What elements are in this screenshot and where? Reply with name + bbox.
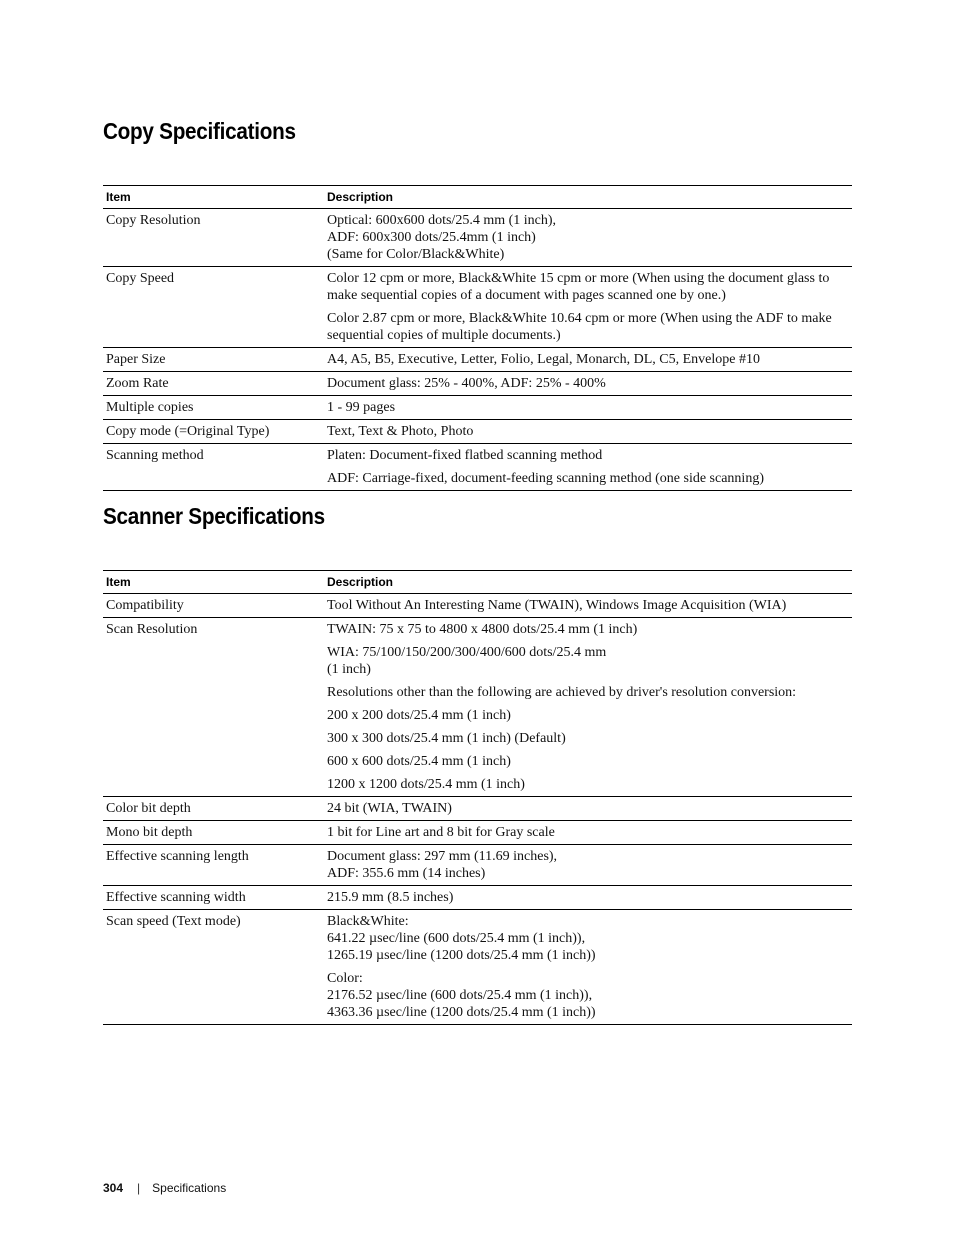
table-header-row xyxy=(103,186,852,209)
description-paragraph xyxy=(327,970,849,1021)
description-paragraph xyxy=(327,644,849,678)
row-item-label: Paper Size xyxy=(106,352,166,367)
row-description xyxy=(324,348,852,372)
description-line: Color 12 cpm or more, Black&White 15 cpm or more (When using the document glass to make sequential copies of a document with pages scanned one by one.) xyxy=(327,271,830,303)
row-item-label: Zoom Rate xyxy=(106,376,169,391)
table-row xyxy=(103,594,852,618)
description-line: Platen: Document-fixed flatbed scanning method xyxy=(327,448,603,463)
description-line: Color: xyxy=(327,971,363,986)
description-column-header: Description xyxy=(327,574,394,589)
description-line: 215.9 mm (8.5 inches) xyxy=(327,890,454,905)
row-description xyxy=(324,797,852,821)
description-line: 1200 x 1200 dots/25.4 mm (1 inch) xyxy=(327,777,525,792)
description-line: ADF: 355.6 mm (14 inches) xyxy=(327,866,486,881)
scanner-specifications-table xyxy=(103,570,852,1025)
description-paragraph xyxy=(327,470,849,487)
description-paragraph xyxy=(327,212,849,263)
footer-separator: | xyxy=(137,1181,141,1195)
table-row xyxy=(103,209,852,267)
row-item-label: Effective scanning width xyxy=(106,890,246,905)
copy-table-body xyxy=(103,209,852,491)
description-line: 300 x 300 dots/25.4 mm (1 inch) (Default) xyxy=(327,731,566,746)
table-row xyxy=(103,821,852,845)
copy-specifications-heading: Copy Specifications xyxy=(103,118,296,144)
description-line: Document glass: 25% - 400%, ADF: 25% - 400% xyxy=(327,376,606,391)
row-item-label: Scan Resolution xyxy=(106,622,198,637)
item-column-header: Item xyxy=(106,574,131,589)
table-row xyxy=(103,618,852,797)
description-line: 600 x 600 dots/25.4 mm (1 inch) xyxy=(327,754,511,769)
description-column-header: Description xyxy=(327,189,394,204)
row-description xyxy=(324,267,852,348)
description-paragraph xyxy=(327,707,849,724)
footer-section-title: Specifications xyxy=(152,1181,227,1195)
row-item-label: Scanning method xyxy=(106,448,204,463)
description-paragraph xyxy=(327,351,849,368)
description-paragraph xyxy=(327,730,849,747)
row-description xyxy=(324,618,852,797)
table-row xyxy=(103,886,852,910)
row-item-label: Color bit depth xyxy=(106,801,191,816)
description-paragraph xyxy=(327,913,849,964)
description-line: Color 2.87 cpm or more, Black&White 10.64 cpm or more (When using the ADF to make sequential copies of multiple documents.) xyxy=(327,311,832,343)
description-paragraph xyxy=(327,310,849,344)
description-paragraph xyxy=(327,684,849,701)
description-line: (1 inch) xyxy=(327,662,371,677)
description-line: Document glass: 297 mm (11.69 inches), xyxy=(327,849,558,864)
table-row xyxy=(103,372,852,396)
description-paragraph xyxy=(327,597,849,614)
description-paragraph xyxy=(327,423,849,440)
page-number: 304 xyxy=(103,1181,124,1195)
description-line: Black&White: xyxy=(327,914,409,929)
description-line: 1265.19 µsec/line (1200 dots/25.4 mm (1 inch)) xyxy=(327,948,596,963)
description-paragraph xyxy=(327,753,849,770)
description-paragraph xyxy=(327,621,849,638)
row-description xyxy=(324,444,852,491)
description-paragraph xyxy=(327,375,849,392)
description-line: ADF: Carriage-fixed, document-feeding scanning method (one side scanning) xyxy=(327,471,764,486)
table-row xyxy=(103,396,852,420)
row-item-label: Mono bit depth xyxy=(106,825,193,840)
description-paragraph xyxy=(327,270,849,304)
table-row xyxy=(103,420,852,444)
description-line: 1 bit for Line art and 8 bit for Gray scale xyxy=(327,825,555,840)
description-paragraph xyxy=(327,824,849,841)
copy-specifications-table xyxy=(103,185,852,491)
description-paragraph xyxy=(327,447,849,464)
description-line: A4, A5, B5, Executive, Letter, Folio, Legal, Monarch, DL, C5, Envelope #10 xyxy=(327,352,760,367)
table-row xyxy=(103,267,852,348)
description-line: 200 x 200 dots/25.4 mm (1 inch) xyxy=(327,708,511,723)
description-line: 641.22 µsec/line (600 dots/25.4 mm (1 inch)), xyxy=(327,931,586,946)
row-item-label: Copy mode (=Original Type) xyxy=(106,424,270,439)
description-line: 2176.52 µsec/line (600 dots/25.4 mm (1 inch)), xyxy=(327,988,593,1003)
row-description xyxy=(324,372,852,396)
row-item-label: Copy Resolution xyxy=(106,213,201,228)
table-row xyxy=(103,348,852,372)
description-line: Resolutions other than the following are achieved by driver's resolution conversion: xyxy=(327,685,797,700)
description-paragraph xyxy=(327,889,849,906)
description-line: Optical: 600x600 dots/25.4 mm (1 inch), xyxy=(327,213,557,228)
description-line: Tool Without An Interesting Name (TWAIN), Windows Image Acquisition (WIA) xyxy=(327,598,787,613)
description-paragraph xyxy=(327,800,849,817)
description-line: (Same for Color/Black&White) xyxy=(327,247,505,262)
description-line: WIA: 75/100/150/200/300/400/600 dots/25.4 mm xyxy=(327,645,607,660)
table-row xyxy=(103,797,852,821)
row-item-label: Multiple copies xyxy=(106,400,194,415)
table-row xyxy=(103,845,852,886)
table-row xyxy=(103,444,852,491)
table-header-row xyxy=(103,571,852,594)
description-line: TWAIN: 75 x 75 to 4800 x 4800 dots/25.4 mm (1 inch) xyxy=(327,622,638,637)
description-line: Text, Text & Photo, Photo xyxy=(327,424,474,439)
description-paragraph xyxy=(327,776,849,793)
description-paragraph xyxy=(327,848,849,882)
row-description xyxy=(324,420,852,444)
page-footer xyxy=(103,1181,226,1195)
row-description xyxy=(324,845,852,886)
row-item-label: Effective scanning length xyxy=(106,849,249,864)
row-description xyxy=(324,209,852,267)
row-description xyxy=(324,910,852,1025)
table-row xyxy=(103,910,852,1025)
row-description xyxy=(324,396,852,420)
row-description xyxy=(324,821,852,845)
row-description xyxy=(324,886,852,910)
description-line: 24 bit (WIA, TWAIN) xyxy=(327,801,452,816)
scanner-specifications-heading: Scanner Specifications xyxy=(103,503,325,529)
scanner-table-body xyxy=(103,594,852,1025)
row-item-label: Copy Speed xyxy=(106,271,175,286)
description-line: 1 - 99 pages xyxy=(327,400,396,415)
row-description xyxy=(324,594,852,618)
item-column-header: Item xyxy=(106,189,131,204)
description-line: 4363.36 µsec/line (1200 dots/25.4 mm (1 inch)) xyxy=(327,1005,596,1020)
description-paragraph xyxy=(327,399,849,416)
row-item-label: Compatibility xyxy=(106,598,184,613)
row-item-label: Scan speed (Text mode) xyxy=(106,914,241,929)
description-line: ADF: 600x300 dots/25.4mm (1 inch) xyxy=(327,230,536,245)
